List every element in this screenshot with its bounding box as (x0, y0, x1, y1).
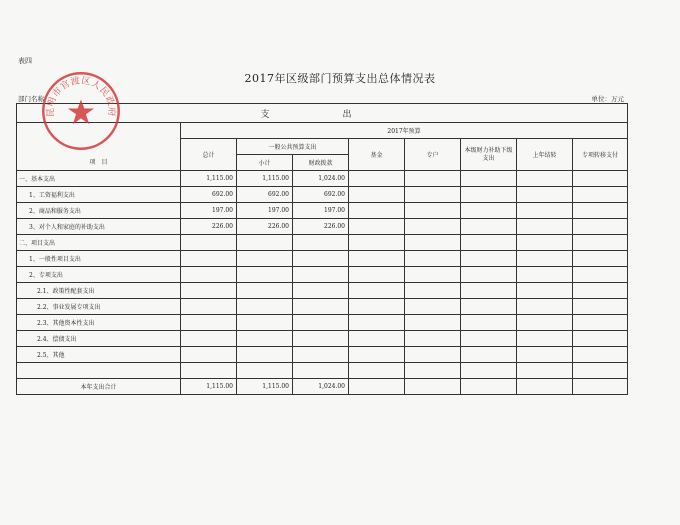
fiscal-cell: 692.00 (293, 187, 349, 203)
row-label: 二、项目支出 (17, 235, 181, 251)
subtotal-cell: 1,115.00 (237, 171, 293, 187)
row-label: 2、专项支出 (17, 267, 181, 283)
official-seal-stamp (40, 70, 122, 152)
seal-star-icon (68, 100, 94, 125)
total-header: 总计 (181, 139, 237, 171)
general-budget-header: 一般公共预算支出 (237, 139, 349, 155)
table-row (17, 283, 628, 299)
row-label (17, 363, 181, 379)
total-cell: 692.00 (181, 187, 237, 203)
total-cell: 197.00 (181, 203, 237, 219)
table-row (17, 187, 628, 203)
row-label: 3、对个人和家庭的补助支出 (17, 219, 181, 235)
special-transfer-header: 专项转移支付 (573, 139, 628, 171)
total-cell: 1,115.00 (181, 379, 237, 395)
row-label: 本年支出合计 (17, 379, 181, 395)
total-cell: 1,115.00 (181, 171, 237, 187)
subtotal-cell: 197.00 (237, 203, 293, 219)
table-row (17, 203, 628, 219)
superior-subsidy-header: 本级财力补助下级支出 (461, 139, 517, 171)
row-label: 1、工资福利支出 (17, 187, 181, 203)
table-row (17, 299, 628, 315)
fiscal-cell: 226.00 (293, 219, 349, 235)
carryover-header: 上年结转 (517, 139, 573, 171)
table-row (17, 251, 628, 267)
table-row (17, 315, 628, 331)
total-cell: 226.00 (181, 219, 237, 235)
row-label: 2、商品和服务支出 (17, 203, 181, 219)
unit-label: 单位：万元 (591, 95, 624, 103)
row-label: 2.4、偿债支出 (17, 331, 181, 347)
table-row (17, 171, 628, 187)
row-label: 2.2、事业发展专项支出 (17, 299, 181, 315)
row-label: 1、一般性项目支出 (17, 251, 181, 267)
subtotal-header: 小计 (237, 155, 293, 171)
budget-year-header: 2017年预算 (181, 123, 628, 139)
subtotal-cell: 1,115.00 (237, 379, 293, 395)
department-label: 部门名称 (18, 95, 44, 103)
row-label: 一、基本支出 (17, 171, 181, 187)
special-account-header: 专户 (405, 139, 461, 171)
form-id: 表四 (18, 57, 32, 65)
fiscal-cell: 1,024.00 (293, 171, 349, 187)
total-row (17, 379, 628, 395)
row-label: 2.5、其他 (17, 347, 181, 363)
table-row (17, 235, 628, 251)
table-row (17, 363, 628, 379)
seal-text: 昆明市官渡区人民政府 (46, 76, 116, 118)
table-row (17, 267, 628, 283)
expenditure-header: 支 出 (17, 104, 628, 123)
row-label: 2.3、其他资本性支出 (17, 315, 181, 331)
table-row (17, 347, 628, 363)
fiscal-cell: 1,024.00 (293, 379, 349, 395)
subtotal-cell: 692.00 (237, 187, 293, 203)
table-row (17, 219, 628, 235)
table-row (17, 331, 628, 347)
row-label: 2.1、政策性配套支出 (17, 283, 181, 299)
fiscal-cell: 197.00 (293, 203, 349, 219)
fund-header: 基金 (349, 139, 405, 171)
subtotal-cell: 226.00 (237, 219, 293, 235)
page-title: 2017年区级部门预算支出总体情况表 (244, 72, 436, 85)
fiscal-allocation-header: 财政拨款 (293, 155, 349, 171)
item-header: 项 目 (17, 123, 181, 171)
